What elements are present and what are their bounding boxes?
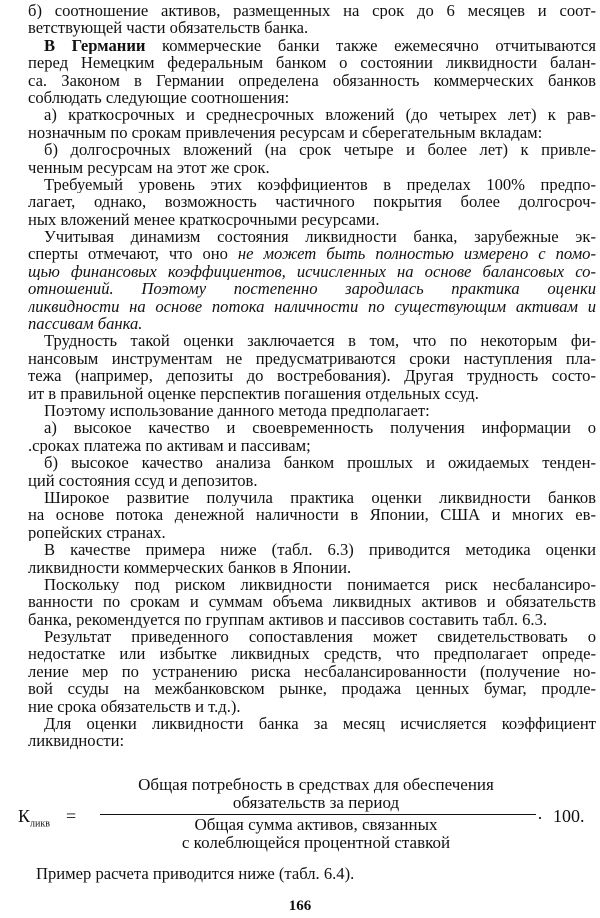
text-line: отношений. Поэтому постепенно зародилась практика оценки	[28, 280, 596, 298]
text-line: Трудность такой оценки заключается в том, что по некоторым фи-	[44, 332, 596, 350]
text-line: нозначным по срокам привлечения ресурсам и сберегательным вкладам:	[28, 123, 543, 142]
text-line: В Германии коммерческие банки также ежемесячно отчитываются	[44, 36, 596, 55]
text-line: ций состояния ссуд и депозитов.	[28, 471, 258, 489]
text-line: ит в правильной оценке перспектив погашения отдельных ссуд.	[28, 384, 479, 402]
text-line: Для оценки ликвидности банка за месяц исчисляется коэффициент	[44, 715, 596, 733]
text-line: Поскольку под риском ликвидности понимается риск несбалансиро-	[44, 575, 596, 594]
text-line: недостатке или избытке ликвидных средств, что предполагает опреде-	[28, 645, 596, 663]
formula-subscript: ликв	[30, 818, 50, 830]
text-line: на основе потока денежной наличности в Японии, США и многих ев-	[28, 506, 596, 524]
text-line: перед Немецким федеральным банком о состоянии ликвидности балан-	[28, 54, 596, 72]
text-line: пассивам банка.	[28, 315, 143, 333]
text-line: са. Законом в Германии определена обязанность коммерческих банков	[28, 71, 596, 89]
text-line: сперты отмечают, что оно не может быть полностью измерено с помо-	[28, 245, 596, 263]
text-line: лагает, однако, возможность частичного покрытия более долгосроч-	[28, 193, 596, 211]
text-line: Поэтому использование данного метода предполагает:	[44, 401, 430, 420]
text-line: Учитывая динамизм состояния ликвидности банка, зарубежные эк-	[44, 228, 596, 246]
text-line: ветствующей части обязательств банка.	[28, 19, 309, 37]
text-line: банка, рекомендуется по группам активов и пассивов составить табл. 6.3.	[28, 610, 548, 629]
text-line: .сроках платежа по активам и пассивам;	[28, 436, 311, 455]
example-reference: Пример расчета приводится ниже (табл. 6.4).	[36, 864, 355, 883]
multiply-dot: ·	[537, 808, 543, 828]
formula-multiplier: 100.	[553, 806, 585, 826]
text-line: соблюдать следующие соотношения:	[28, 88, 290, 107]
formula-numerator-line-1: Общая потребность в средствах для обеспечения	[138, 775, 494, 794]
formula-denominator-line-1: Общая сумма активов, связанных	[194, 815, 438, 834]
text-line: а) высокое качество и своевременность получения информации о	[44, 419, 596, 437]
text-line: б) долгосрочных вложений (на срок четыре и более лет) к привле-	[44, 141, 596, 159]
text-line: тежа (например, депозиты до востребования). Другая трудность состо-	[28, 367, 596, 385]
body-text	[28, 2, 596, 750]
text-line: вой ссуды на межбанковском рынке, продажа ценных бумаг, продле-	[28, 680, 596, 698]
text-line: ликвидности на основе потока наличности по существующим активам и	[28, 297, 596, 316]
text-line: нансовым инструментам не предусматриваются сроки наступления пла-	[28, 349, 596, 368]
formula-numerator-line-2: обязательств за период	[232, 793, 400, 812]
formula-equals: =	[66, 806, 77, 826]
text-line: а) краткосрочных и среднесрочных вложений (до четырех лет) к рав-	[44, 106, 596, 124]
page-number: 166	[288, 898, 312, 914]
liquidity-formula	[0, 776, 600, 856]
text-line: ликвидности коммерческих банков в Японии.	[28, 558, 352, 576]
text-line: ченным ресурсам на этот же срок.	[28, 158, 270, 176]
text-line: Широкое развитие получила практика оценки ликвидности банков	[44, 488, 596, 507]
formula-denominator-line-2: с колеблющейся процентной ставкой	[181, 833, 451, 852]
text-line: щью финансовых коэффициентов, исчисленных на основе балансовых со-	[28, 262, 596, 281]
text-line: ние срока обязательств и т.д.).	[28, 697, 241, 716]
text-line: б) высокое качество анализа банком прошлых и ожидаемых тенден-	[44, 454, 596, 472]
text-line: ликвидности:	[28, 732, 125, 750]
text-line: ление мер по устранению риска несбалансированности (получение но-	[28, 662, 596, 681]
text-line: ных вложений менее краткосрочными ресурсами.	[28, 210, 380, 229]
text-line: Результат приведенного сопоставления может свидетельствовать о	[44, 628, 596, 646]
text-line: ропейских странах.	[28, 523, 166, 542]
formula-symbol: $К_{ликв}$	[18, 806, 50, 830]
text-line: Требуемый уровень этих коэффициентов в пределах 100% предпо-	[44, 175, 596, 194]
text-line: В качестве примера ниже (табл. 6.3) приводится методика оценки	[44, 541, 596, 559]
text-line: ванности по срокам и суммам объема ликвидных активов и обязательств	[28, 593, 596, 611]
text-line: б) соотношение активов, размещенных на срок до 6 месяцев и соот-	[28, 2, 596, 20]
